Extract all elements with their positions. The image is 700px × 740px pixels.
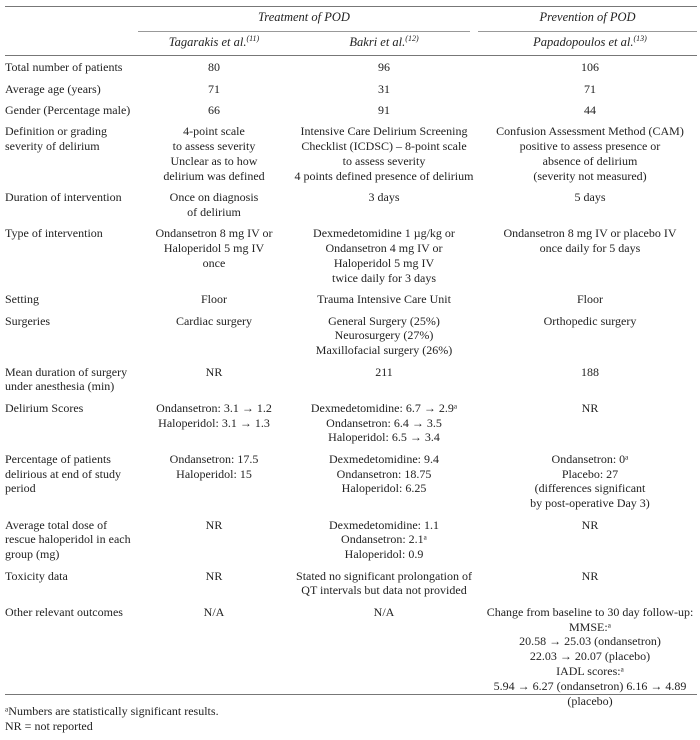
row-label <box>5 565 143 601</box>
cell-tagarakis <box>143 310 285 361</box>
cell-line: Change from baseline to 30 day follow-up: <box>486 604 694 619</box>
cell-line: delirious at end of study <box>5 466 121 481</box>
cell-line: to assess severity <box>172 139 256 154</box>
cell-line: Haloperidol: 6.5 → 3.4 <box>328 430 440 445</box>
top-rule <box>5 6 697 7</box>
cell-line: Ondansetron: 6.4 → 3.5 <box>326 415 442 430</box>
cell-line: 71 <box>208 81 220 96</box>
cell-line: twice daily for 3 days <box>332 270 436 285</box>
study-name: Bakri et al. <box>349 35 406 49</box>
cell-line: Orthopedic surgery <box>543 313 637 328</box>
cell-bakri <box>285 223 483 289</box>
study-ref: (13) <box>633 33 647 43</box>
cell-line: Delirium Scores <box>5 400 84 415</box>
cell-papadopoulos <box>483 289 697 310</box>
table-row <box>5 361 697 397</box>
cell-line: Confusion Assessment Method (CAM) <box>496 124 684 139</box>
cell-line: (placebo) <box>567 693 613 708</box>
cell-line: absence of delirium <box>542 154 638 169</box>
cell-line: by post-operative Day 3) <box>530 496 650 511</box>
cell-line: Duration of intervention <box>5 190 122 205</box>
row-label <box>5 78 143 99</box>
cell-line: Mean duration of surgery <box>5 364 128 379</box>
cell-line: Haloperidol: 6.25 <box>341 481 427 496</box>
cell-tagarakis <box>143 187 285 223</box>
header-bottom-rule <box>5 55 697 56</box>
cell-line: MMSE:ᵃ <box>569 619 611 634</box>
cell-line: Ondansetron 8 mg IV or placebo IV <box>503 226 677 241</box>
cell-line: rescue haloperidol in each <box>5 532 131 547</box>
bottom-rule <box>5 694 697 695</box>
cell-papadopoulos <box>483 565 697 601</box>
cell-bakri <box>285 448 483 514</box>
cell-tagarakis <box>143 601 285 711</box>
cell-line: QT intervals but data not provided <box>301 583 467 598</box>
cell-tagarakis <box>143 514 285 565</box>
cell-bakri <box>285 289 483 310</box>
group-underline-treatment <box>138 31 470 32</box>
cell-line: General Surgery (25%) <box>328 313 440 328</box>
cell-line: (differences significant <box>534 481 646 496</box>
cell-tagarakis <box>143 57 285 78</box>
cell-bakri <box>285 78 483 99</box>
cell-line: 91 <box>378 103 390 118</box>
cell-line: 71 <box>584 81 596 96</box>
study-ref: (12) <box>405 33 419 43</box>
cell-line: to assess severity <box>342 154 426 169</box>
cell-line: Placebo: 27 <box>561 466 619 481</box>
cell-line: Once on diagnosis <box>169 190 259 205</box>
cell-bakri <box>285 601 483 711</box>
comparison-table <box>5 57 697 712</box>
cell-papadopoulos <box>483 223 697 289</box>
cell-line: Dexmedetomidine 1 µg/kg or <box>313 226 455 241</box>
table-row <box>5 565 697 601</box>
cell-line: under anesthesia (min) <box>5 379 115 394</box>
cell-line: Gender (Percentage male) <box>5 103 131 118</box>
cell-papadopoulos <box>483 78 697 99</box>
cell-tagarakis <box>143 397 285 448</box>
footnote-significance: ᵃNumbers are statistically significant results. <box>5 704 219 718</box>
cell-line: Definition or grading <box>5 124 107 139</box>
row-label <box>5 223 143 289</box>
cell-line: 31 <box>378 81 390 96</box>
group-underline-prevention <box>478 31 697 32</box>
cell-tagarakis <box>143 223 285 289</box>
group-header-treatment: Treatment of POD <box>258 10 350 24</box>
cell-tagarakis <box>143 121 285 187</box>
cell-line: Surgeries <box>5 313 51 328</box>
cell-line: NR <box>581 517 599 532</box>
table-row <box>5 187 697 223</box>
cell-bakri <box>285 187 483 223</box>
cell-papadopoulos <box>483 397 697 448</box>
cell-line: group (mg) <box>5 547 60 562</box>
cell-bakri <box>285 310 483 361</box>
cell-line: NR <box>205 568 223 583</box>
cell-line: once daily for 5 days <box>539 241 641 256</box>
cell-line: delirium was defined <box>163 168 265 183</box>
cell-papadopoulos <box>483 187 697 223</box>
table-row <box>5 397 697 448</box>
cell-line: NR <box>581 400 599 415</box>
cell-line: Trauma Intensive Care Unit <box>317 292 451 307</box>
cell-bakri <box>285 100 483 121</box>
cell-line: Ondansetron: 3.1 → 1.2 <box>156 400 272 415</box>
cell-line: N/A <box>203 604 225 619</box>
cell-line: Other relevant outcomes <box>5 604 123 619</box>
row-label <box>5 361 143 397</box>
cell-line: 211 <box>375 364 393 379</box>
cell-line: Ondansetron: 18.75 <box>336 466 432 481</box>
table-row <box>5 78 697 99</box>
cell-papadopoulos <box>483 601 697 711</box>
cell-line: Ondansetron: 17.5 <box>169 451 259 466</box>
cell-bakri <box>285 361 483 397</box>
cell-tagarakis <box>143 361 285 397</box>
row-label <box>5 187 143 223</box>
cell-tagarakis <box>143 565 285 601</box>
table-row <box>5 310 697 361</box>
row-label <box>5 310 143 361</box>
cell-line: Dexmedetomidine: 6.7 → 2.9ᵃ <box>310 400 458 415</box>
cell-line: Haloperidol 5 mg IV <box>333 256 435 271</box>
table-row <box>5 100 697 121</box>
cell-line: Total number of patients <box>5 60 123 75</box>
cell-tagarakis <box>143 289 285 310</box>
study-ref: (11) <box>246 33 260 43</box>
row-label <box>5 397 143 448</box>
cell-line: NR <box>205 364 223 379</box>
cell-line: Maxillofacial surgery (26%) <box>315 343 453 358</box>
row-label <box>5 100 143 121</box>
cell-line: Intensive Care Delirium Screening <box>300 124 468 139</box>
cell-line: Average age (years) <box>5 81 101 96</box>
cell-papadopoulos <box>483 361 697 397</box>
cell-line: Cardiac surgery <box>175 313 253 328</box>
cell-line: period <box>5 481 36 496</box>
cell-line: Haloperidol: 15 <box>176 466 252 481</box>
cell-line: NR <box>205 517 223 532</box>
study-name: Tagarakis et al. <box>168 35 247 49</box>
cell-line: 4-point scale <box>183 124 245 139</box>
cell-line: 20.58 → 25.03 (ondansetron) <box>519 634 661 649</box>
cell-line: Stated no significant prolongation of <box>296 568 472 583</box>
row-label <box>5 289 143 310</box>
cell-papadopoulos <box>483 100 697 121</box>
table-row <box>5 121 697 187</box>
study-header-papadopoulos <box>483 35 697 53</box>
cell-line: 5 days <box>574 190 606 205</box>
cell-line: Neurosurgery (27%) <box>334 328 434 343</box>
cell-line: Percentage of patients <box>5 451 111 466</box>
table-row <box>5 223 697 289</box>
cell-bakri <box>285 565 483 601</box>
cell-line: Floor <box>576 292 603 307</box>
cell-line: 66 <box>208 103 220 118</box>
table-row <box>5 448 697 514</box>
cell-line: NR <box>581 568 599 583</box>
cell-papadopoulos <box>483 514 697 565</box>
cell-tagarakis <box>143 78 285 99</box>
cell-line: Average total dose of <box>5 517 108 532</box>
cell-tagarakis <box>143 100 285 121</box>
table-row <box>5 514 697 565</box>
footnote-nr: NR = not reported <box>5 719 93 733</box>
cell-line: Ondansetron 4 mg IV or <box>325 241 443 256</box>
cell-line: 22.03 → 20.07 (placebo) <box>529 649 651 664</box>
row-label <box>5 448 143 514</box>
cell-line: Floor <box>200 292 227 307</box>
study-header-tagarakis <box>143 35 285 53</box>
cell-line: Ondansetron: 0ᵃ <box>551 451 629 466</box>
table-row <box>5 601 697 711</box>
cell-line: 80 <box>208 60 220 75</box>
study-name: Papadopoulos et al. <box>533 35 634 49</box>
cell-line: of delirium <box>187 205 241 220</box>
cell-line: Toxicity data <box>5 568 68 583</box>
cell-line: Setting <box>5 292 40 307</box>
cell-line: Haloperidol: 0.9 <box>344 547 424 562</box>
cell-bakri <box>285 514 483 565</box>
cell-line: Checklist (ICDSC) – 8-point scale <box>301 139 467 154</box>
cell-line: Unclear as to how <box>170 154 258 169</box>
cell-line: IADL scores:ᵃ <box>556 663 624 678</box>
cell-line: 44 <box>584 103 596 118</box>
cell-line: N/A <box>373 604 395 619</box>
cell-papadopoulos <box>483 57 697 78</box>
cell-line: once <box>202 256 226 271</box>
cell-bakri <box>285 397 483 448</box>
cell-line: 5.94 → 6.27 (ondansetron) 6.16 → 4.89 <box>493 678 687 693</box>
cell-line: Dexmedetomidine: 9.4 <box>329 451 439 466</box>
study-header-bakri <box>285 35 483 53</box>
table-row <box>5 289 697 310</box>
row-label <box>5 57 143 78</box>
cell-line: severity of delirium <box>5 139 100 154</box>
row-label <box>5 601 143 711</box>
cell-line: 3 days <box>368 190 400 205</box>
cell-line: 188 <box>581 364 599 379</box>
cell-line: 96 <box>378 60 390 75</box>
cell-papadopoulos <box>483 448 697 514</box>
cell-line: 106 <box>581 60 599 75</box>
cell-line: Haloperidol: 3.1 → 1.3 <box>158 415 270 430</box>
cell-bakri <box>285 57 483 78</box>
cell-line: Ondansetron: 2.1ᵃ <box>341 532 427 547</box>
row-label <box>5 121 143 187</box>
cell-papadopoulos <box>483 310 697 361</box>
cell-tagarakis <box>143 448 285 514</box>
cell-papadopoulos <box>483 121 697 187</box>
cell-line: positive to assess presence or <box>519 139 661 154</box>
cell-bakri <box>285 121 483 187</box>
cell-line: Dexmedetomidine: 1.1 <box>329 517 439 532</box>
cell-line: Ondansetron 8 mg IV or <box>155 226 273 241</box>
group-header-prevention: Prevention of POD <box>539 10 636 24</box>
cell-line: 4 points defined presence of delirium <box>294 168 474 183</box>
cell-line: (severity not measured) <box>533 168 647 183</box>
row-label <box>5 514 143 565</box>
table-row <box>5 57 697 78</box>
cell-line: Type of intervention <box>5 226 103 241</box>
cell-line: Haloperidol 5 mg IV <box>163 241 265 256</box>
